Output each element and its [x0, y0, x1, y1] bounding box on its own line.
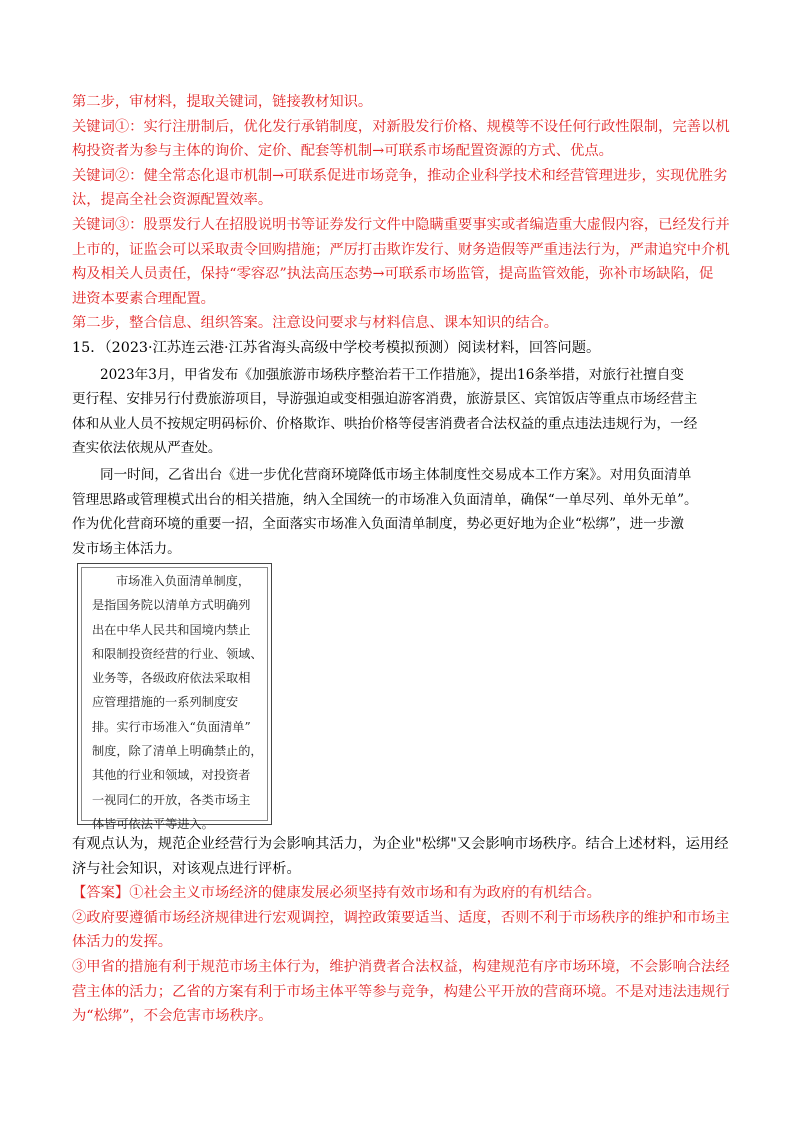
step2-title: 第二步，审材料，提取关键词，链接教材知识。 [72, 94, 373, 110]
definition-line: 应管理措施的一系列制度安 [92, 695, 239, 710]
material-line: 管理思路或管理模式出台的相关措施，纳入全国统一的市场准入负面清单，确保“一单尽列、单外无单”。 [72, 491, 698, 508]
definition-line: 排。实行市场准入“负面清单” [92, 719, 251, 734]
keyword-1-line: 构投资者为参与主体的询价、定价、配套等机制→可联系市场配置资源的方式、优点。 [72, 143, 613, 160]
answer-line: 营主体的活力；乙省的方案有利于市场主体平等参与竞争，构建公平开放的营商环境。不是对违法违规行 [72, 983, 730, 1000]
answer-item-2 [72, 906, 728, 955]
material-line: 发市场主体活力。 [72, 540, 181, 557]
material-line: 更行程、安排另行付费旅游项目，导游强迫或变相强迫游客消费，旅游景区、宾馆饭店等重点市场经营主 [72, 391, 698, 408]
question-and-answer [72, 832, 728, 1029]
keyword-3-line: 关键词③：股票发行人在招股说明书等证券发行文件中隐瞒重要事实或者编造重大虚假内容，已经发行并 [72, 216, 730, 233]
prompt-line: 济与社会知识，对该观点进行评析。 [72, 860, 301, 877]
definition-line: 体皆可依法平等进入。 [92, 816, 214, 831]
keyword-3-line: 上市的，证监会可以采取责令回购措施；严厉打击欺诈发行、财务造假等严重违法行为，严肃追究中介机 [72, 241, 730, 258]
material-line: 体和从业人员不按规定明码标价、价格欺诈、哄抬价格等侵害消费者合法权益的重点违法违规行为，一经 [72, 415, 698, 432]
material-line: 同一时间，乙省出台《进一步优化营商环境降低市场主体制度性交易成本工作方案》。对用负面清单 [100, 466, 692, 483]
answer-line: 为“松绑”，不会危害市场秩序。 [72, 1008, 273, 1025]
definition-line: 和限制投资经营的行业、领域、 [92, 646, 263, 661]
definition-line: 一视同仁的开放，各类市场主 [92, 792, 251, 807]
keyword-2-line: 关键词②：健全常态化退市机制→可联系促进市场竞争，推动企业科学技术和经营管理进步，实现优胜劣 [72, 167, 728, 184]
analysis-section [72, 90, 728, 561]
definition-line: 市场准入负面清单制度， [116, 574, 251, 588]
keyword-3-line: 构及相关人员责任，保持“零容忍”执法高压态势→可联系市场监管，提高监管效能，弥补市场缺陷，促 [72, 266, 714, 283]
question-prompt [72, 832, 728, 881]
prompt-line: 有观点认为，规范企业经营行为会影响其活力，为企业"松绑"又会影响市场秩序。结合上述材料，运用经 [72, 836, 729, 852]
answer-line: ③甲省的措施有利于规范市场主体行为，维护消费者合法权益，构建规范有序市场环境，不会影响合法经 [72, 958, 730, 975]
keyword-2-line: 汰，提高全社会资源配置效率。 [72, 192, 273, 209]
definition-line: 制度，除了清单上明确禁止的， [92, 744, 263, 759]
definition-line: 业务等，各级政府依法采取相 [92, 671, 251, 686]
answer-label: 【答案】 [72, 885, 130, 902]
material-paragraph-2 [72, 463, 728, 561]
step3-title: 第二步，整合信息、组织答案。注意设问要求与材料信息、课本知识的结合。 [72, 315, 559, 332]
question-header: 15．（2023·江苏连云港·江苏省海头高级中学校考模拟预测）阅读材料，回答问题。 [72, 339, 601, 356]
keyword-3 [72, 213, 728, 311]
keyword-1 [72, 115, 728, 164]
answer-text: ①社会主义市场经济的健康发展必须坚持有效市场和有为政府的有机结合。 [129, 885, 601, 902]
answer-line: 体活力的发挥。 [72, 934, 173, 951]
answer-item-3 [72, 955, 728, 1029]
keyword-3-line: 进资本要素合理配置。 [72, 290, 215, 307]
definition-line: 其他的行业和领域，对投资者 [92, 768, 251, 783]
material-line: 作为优化营商环境的重要一招，全面落实市场准入负面清单制度，势必更好地为企业“松绑”，进一步激 [72, 516, 685, 533]
keyword-2 [72, 164, 728, 213]
definition-line: 出在中华人民共和国境内禁止 [92, 622, 251, 637]
answer-line: ②政府要遵循市场经济规律进行宏观调控，调控政策要适当、适度，否则不利于市场秩序的维护和市场主 [72, 909, 730, 926]
definition-box [77, 563, 272, 831]
material-line: 查实依法依规从严查处。 [72, 440, 222, 457]
material-line: 2023年3月，甲省发布《加强旅游市场秩序整治若干工作措施》，提出16条举措，对旅行社擅自变 [100, 366, 684, 383]
keyword-1-line: 关键词①：实行注册制后，优化发行承销制度，对新股发行价格、规模等不设任何行政性限制，完善以机 [72, 118, 730, 135]
material-paragraph-1 [72, 363, 728, 461]
answer-line-1 [72, 881, 728, 906]
definition-line: 是指国务院以清单方式明确列 [92, 598, 251, 613]
